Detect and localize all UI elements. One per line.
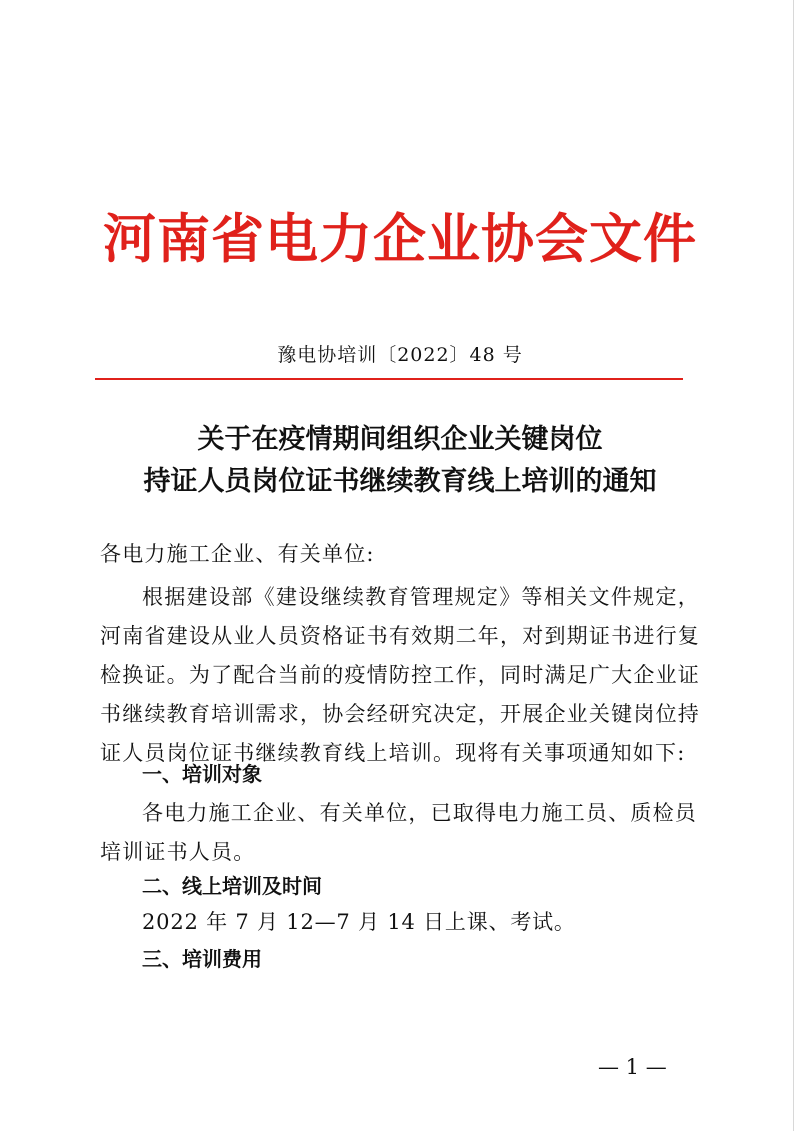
section-heading-training-fees: 三、培训费用 xyxy=(142,947,262,971)
document-title-line-2: 持证人员岗位证书继续教育线上培训的通知 xyxy=(143,466,657,497)
page-number: — 1 — xyxy=(598,1055,667,1079)
header-divider xyxy=(95,378,683,380)
document-number: 豫电协培训〔2022〕48 号 xyxy=(277,344,523,366)
section-heading-training-target: 一、培训对象 xyxy=(142,762,262,786)
section-content-online-training-time: 2022 年 7 月 12—7 月 14 日上课、考试。 xyxy=(142,910,576,934)
section-content-training-target: 各电力施工企业、有关单位，已取得电力施工员、质检员培训证书人员。 xyxy=(100,801,697,864)
document-title-line-1: 关于在疫情期间组织企业关键岗位 xyxy=(197,424,603,455)
intro-paragraph: 根据建设部《建设继续教育管理规定》等相关文件规定，河南省建设从业人员资格证书有效期二年，对到期证书进行复检换证。为了配合当前的疫情防控工作，同时满足广大企业证书继续教育培训需求，协会经研究决定，开展企业关键岗位持证人员岗位证书继续教育线上培训。现将有关事项通知如下: xyxy=(100,585,700,765)
issuer-header: 河南省电力企业协会文件 xyxy=(103,209,697,270)
salutation: 各电力施工企业、有关单位: xyxy=(100,542,375,566)
section-heading-online-training-time: 二、线上培训及时间 xyxy=(142,874,322,898)
page-edge-line xyxy=(793,0,794,1131)
